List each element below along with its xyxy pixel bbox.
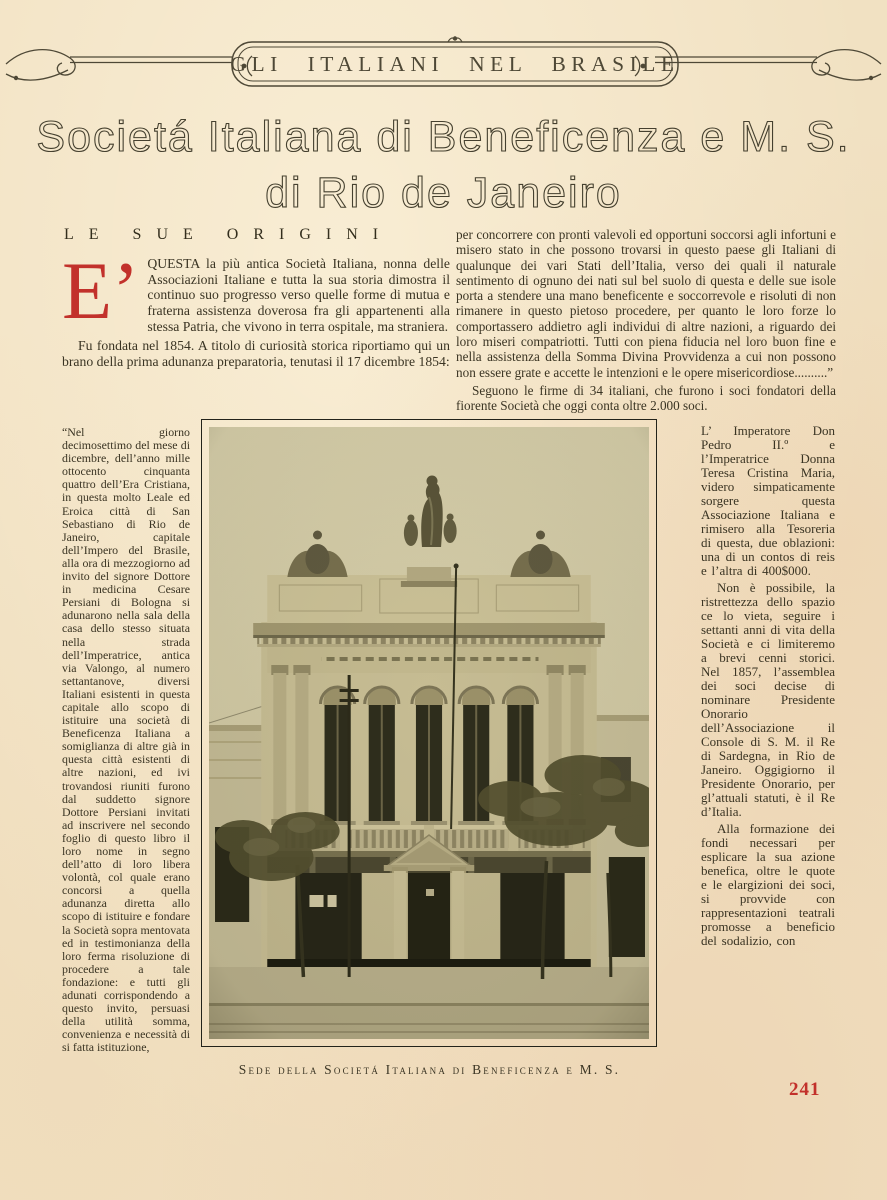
article-title-line2: di Rio de Janeiro (265, 169, 622, 217)
founding-paragraph: Fu fondata nel 1854. A titolo di curiosità storica riportiamo qui un brano della prima adunanza preparatoria, tenutasi il 17 dicembre 1854: (62, 337, 450, 369)
building-photo (201, 419, 657, 1047)
article-title (0, 112, 887, 218)
article-title-line1: Societá Italiana di Beneficenza e M. S. (36, 113, 851, 161)
header-banner (0, 34, 887, 98)
left-column (62, 227, 450, 369)
photo-vignette (209, 427, 649, 1039)
history-paragraph: Non è possibile, la ristrettezza dello spazio ce lo vieta, seguire i settanti anni di vita della Società e ci limiteremo a brevi cenni storici. Nel 1857, l’assemblea dei soci decise di nominare Presidente Onorario dell’Associazione il Console di S. M. il Re di Sardegna, in Rio de Janeiro. Oggigiorno il Presidente Onorario, per gl’attuali statuti, è il Re d’Italia. (701, 580, 835, 819)
left-narrow-column (62, 426, 190, 1055)
building-facade-illustration (209, 427, 649, 1039)
right-narrow-column (701, 424, 835, 948)
right-column (456, 227, 836, 414)
photo-caption: Sede della Societá Italiana di Beneficenza e M. S. (238, 1062, 621, 1077)
minutes-quote-paragraph: “Nel giorno decimosettimo del mese di dicembre, dell’anno mille ottocento cinquanta quattro dell’Era Cristiana, in questa molto Leale ed Eroica città di San Sebastiano di Rio de Janeiro, capitale dell’Impero del Brasile, alla ora di mezzogiorno ad invito del signore Dottore in medicina Cesare Persiani di Bologna si adunarono nella sala della casa dello stesso situata nella strada dell’Imperatrice, antica via Valongo, al numero settantanove, diversi Italiani esistenti in questa capitale allo scopo di istituire una società di Beneficenza Italiana a somiglianza di altre già in questa città esistenti di altre nazioni, ed ivi trovandosi riuniti furono dal suddetto signore Dottore Persiani invitati ad inscrivere nel secondo foglio di questo libro il loro nome in segno dell’atto di loro libera volontà, col quale erano concorsi a quella adunanza diretta allo scopo di istituire e fondare la Società sopra mentovata ed in testimonianza della loro ferma risoluzione di procedere a tale fondazione: e tutti gli adunati corrispondendo a questo invito, persuasi della utilità somma, convenienza e necessità di si fatta istituzione, (62, 425, 190, 1055)
emperor-paragraph: L’ Imperatore Don Pedro II.º e l’Imperatrice Donna Teresa Cristina Maria, videro simpaticamente sorgere questa Associazione Italiana e rimisero alla Tesoreria di questa, due oblazioni: una di un contos di reis e l’altra di 400$000. (701, 423, 835, 578)
banner-title: GLI ITALIANI NEL BRASILE (230, 52, 680, 76)
banner-fleuron-icon (448, 36, 462, 42)
quote-continuation-paragraph: per concorrere con pronti valevoli ed opportuni soccorsi agli infortuni e misero stato in che possono trovarsi in questo paese gli Italiani di qualunque dei vari Stati dell’Italia, verso dei quali il naturale sentimento di ognuno dei nati sul bel suolo di questa e delle sue isole porta a stendere una mano beneficente e soccorrevole e risoluti di non rimanere in questo pietoso procedere, per quanto le loro forze lo comportassero addietro agli individui di altre nazioni, a riguardo dei loro miseri compatriotti. Tutti con piena fiducia nel loro buon fine e nella assistenza della Somma Divina Provvidenza a cui non possono non essere grate e accette le intenzioni e le opere misericordiose..........” (456, 227, 836, 380)
signatures-paragraph: Seguono le firme di 34 italiani, che furono i soci fondatori della fiorente Società che oggi conta oltre 2.000 soci. (456, 382, 836, 414)
drop-cap: E’ (62, 244, 140, 336)
section-heading: LE SUE ORIGINI (64, 226, 394, 243)
intro-paragraph (62, 244, 450, 336)
funds-paragraph: Alla formazione dei fondi necessari per esplicare la sua azione benefica, oltre le quote e le elargizioni dei soci, si provvide con rappresentazioni teatrali promosse a beneficio del sodalizio, con (701, 821, 835, 948)
page-number: 241 (789, 1079, 821, 1100)
intro-text: QUESTA la più antica Società Italiana, nonna delle Associazioni Italiane e tutta la sua storia dimostra il continuo suo progresso verso quelle forme di mutua e fraterna assistenza doverosa fra gli appartenenti alla stessa Patria, che vivono in terra ospitale, ma straniera. (147, 255, 450, 334)
banner-flourish-left (6, 50, 252, 81)
